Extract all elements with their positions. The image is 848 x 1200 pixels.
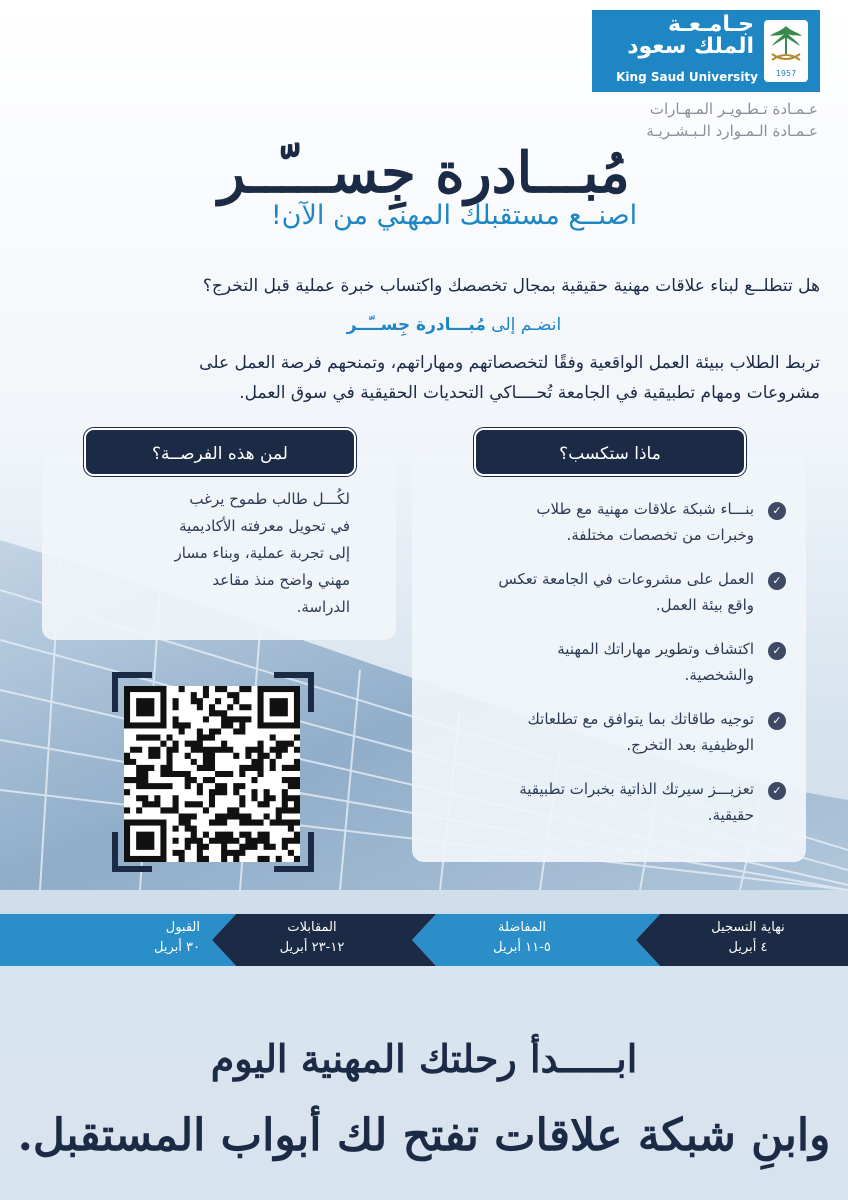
audience-line: الدراسة. — [296, 598, 350, 616]
join-initiative-name: مُبـــادرة جِســّــر — [346, 315, 486, 335]
benefits-list — [426, 496, 786, 846]
cta-line2: وابنِ شبكة علاقات تفتح لك أبواب المستقبل. — [17, 1110, 831, 1161]
check-icon: ✓ — [768, 642, 786, 660]
timeline-step-date: ٣٠ أبريل — [154, 940, 200, 955]
benefit-line: بنـــاء شبكة علاقات مهنية مع طلاب — [536, 500, 754, 518]
timeline-step-label: نهاية التسجيل — [711, 920, 785, 935]
deanship-names — [646, 98, 818, 142]
intro-question: هل تتطلــع لبناء علاقات مهنية حقيقية بمجال تخصصك واكتساب خبرة عملية قبل التخرج؟ — [202, 276, 820, 296]
timeline-step-date: ٥-١١ أبريل — [493, 940, 551, 955]
list-item — [426, 776, 786, 828]
qr-finder-pattern — [127, 823, 163, 859]
benefit-line: حقيقية. — [707, 806, 754, 824]
logo-ar-line1: جـامـعـة — [667, 12, 754, 37]
benefit-line: العمل على مشروعات في الجامعة تعكس — [498, 570, 754, 588]
audience-line: مهني واضح منذ مقاعد — [212, 571, 350, 589]
check-icon: ✓ — [768, 712, 786, 730]
check-icon: ✓ — [768, 572, 786, 590]
timeline-step-label: المقابلات — [287, 920, 337, 935]
timeline-step-label: القبول — [165, 920, 200, 935]
audience-line: إلى تجربة عملية، وبناء مسار — [174, 544, 350, 562]
benefit-line: اكتشاف وتطوير مهاراتك المهنية — [557, 640, 754, 658]
timeline-step-date: ٤ أبريل — [728, 940, 768, 955]
palm-swords-emblem-icon — [764, 20, 808, 82]
timeline-step — [40, 918, 200, 958]
audience-line: لكُـــل طالب طموح يرغب — [189, 490, 350, 508]
qr-finder-pattern — [261, 689, 297, 725]
description-line1: تربط الطلاب ببيئة العمل الواقعية وفقًا لتخصصاتهم ومهاراتهم، وتمنحهم فرصة العمل على — [199, 353, 820, 373]
initiative-title: مُبـــادرة جِســـّــر — [218, 140, 630, 206]
benefit-line: تعزيـــز سيرتك الذاتية بخبرات تطبيقية — [519, 780, 754, 798]
benefit-line: الوظيفية بعد التخرج. — [626, 736, 754, 754]
check-icon: ✓ — [768, 782, 786, 800]
list-item — [426, 636, 786, 688]
list-item — [426, 706, 786, 758]
deanship-skills: عـمـادة تـطـويـر المـهـارات — [649, 100, 818, 118]
audience-line: في تحويل معرفته الأكاديمية — [179, 517, 350, 535]
logo-ar-line2: الملك سعود — [627, 34, 754, 59]
initiative-description — [20, 348, 820, 408]
university-name-ar — [604, 14, 754, 58]
deanship-hr: عـمـادة الـمـوارد الـبـشـريـة — [646, 122, 818, 140]
benefit-line: توجيه طاقاتك بما يتوافق مع تطلعاتك — [527, 710, 754, 728]
description-line2: مشروعات ومهام تطبيقية في الجامعة تُحــــاكي التحديات الحقيقية في سوق العمل. — [239, 383, 820, 403]
benefit-line: وخبرات من تخصصات مختلفة. — [566, 526, 754, 544]
benefits-heading: ماذا ستكسب؟ — [474, 428, 746, 476]
qr-finder-pattern — [127, 689, 163, 725]
timeline-step — [668, 918, 828, 958]
list-item — [426, 566, 786, 618]
cta-line1: ابـــــدأ رحلتك المهنية اليوم — [210, 1036, 638, 1081]
list-item — [426, 496, 786, 548]
benefit-line: والشخصية. — [684, 666, 754, 684]
benefit-line: واقع بيئة العمل. — [655, 596, 754, 614]
timeline-step-date: ١٢-٢٣ أبريل — [279, 940, 345, 955]
audience-heading: لمن هذه الفرصــة؟ — [84, 428, 356, 476]
timeline-step-label: المفاضلة — [498, 920, 546, 935]
join-prefix: انضـم إلى — [491, 315, 562, 335]
timeline-step — [232, 918, 392, 958]
university-name-en: King Saud University — [616, 70, 758, 84]
initiative-subtitle: اصنــع مستقبلك المهني من الآن! — [270, 200, 638, 231]
timeline-step — [442, 918, 602, 958]
check-icon: ✓ — [768, 502, 786, 520]
svg-text:1957: 1957 — [775, 69, 797, 78]
join-line — [0, 315, 848, 335]
audience-text — [90, 486, 350, 621]
registration-qr-code[interactable] — [124, 686, 300, 862]
university-logo — [592, 10, 820, 92]
